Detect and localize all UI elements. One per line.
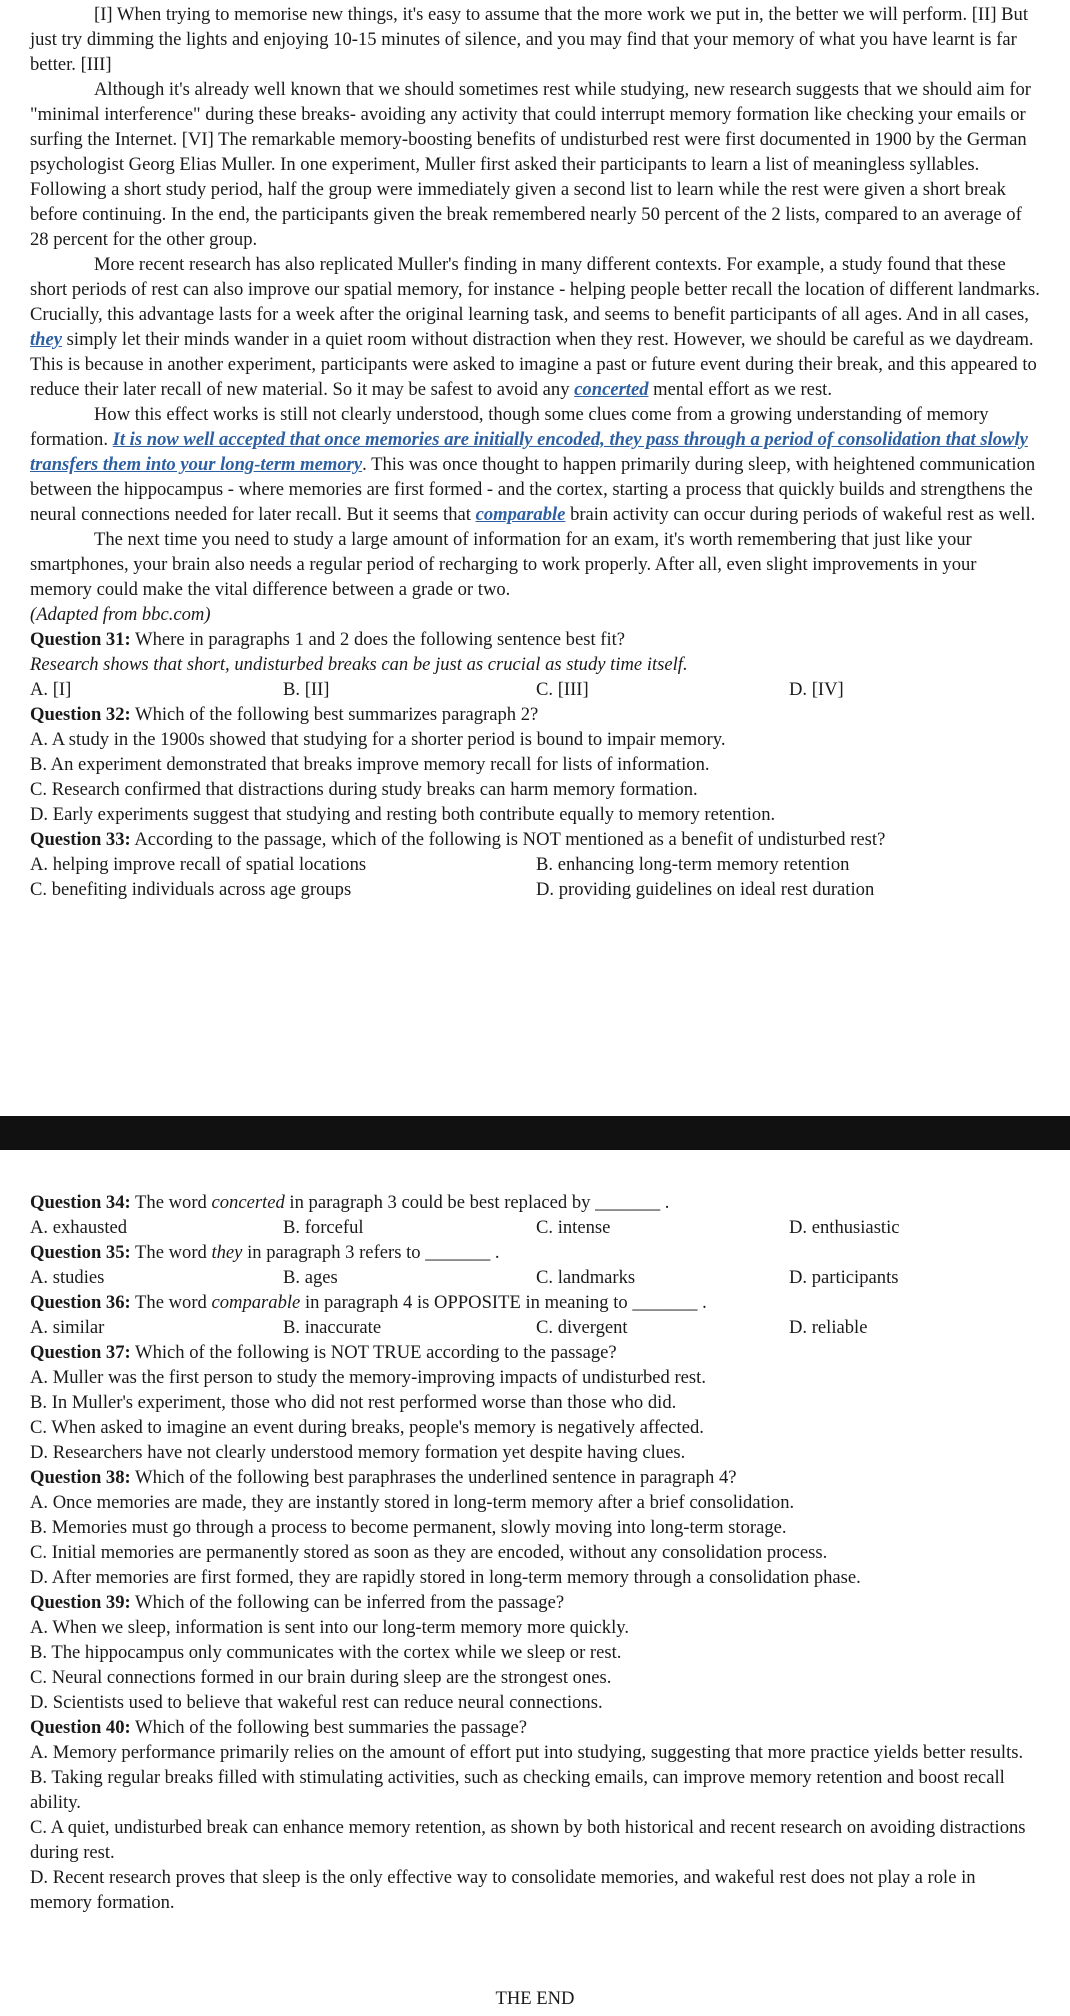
- option-d: D. [IV]: [789, 679, 844, 700]
- option-a: A. [I]: [30, 679, 72, 700]
- option-d: D. providing guidelines on ideal rest duration: [536, 879, 875, 900]
- question-32-label: Question 32:: [30, 704, 131, 725]
- question-31-text: Where in paragraphs 1 and 2 does the following sentence best fit?: [130, 629, 626, 650]
- question-35-options: [30, 1265, 1042, 1290]
- question-31-options: [30, 677, 1042, 702]
- option-c: C. When asked to imagine an event during breaks, people's memory is negatively affected.: [30, 1417, 704, 1438]
- paragraph-3-text-b: simply let their minds wander in a quiet room without distraction when they rest. However, we should be careful as we daydream. This is because in another experiment, participants were asked to imagine a past or future event during their break, and this appeared to reduce their later recall of new material. So it may be safest to avoid any: [30, 329, 1037, 400]
- option-d: D. Early experiments suggest that studying and resting both contribute equally to memory retention.: [30, 804, 776, 825]
- question-33-options-row1: [30, 852, 1042, 877]
- question-34: [30, 1190, 1042, 1215]
- question-35-label: Question 35:: [30, 1242, 131, 1263]
- question-38: [30, 1465, 1042, 1490]
- option-a: A. exhausted: [30, 1217, 128, 1238]
- question-35-post: in paragraph 3 refers to _______ .: [242, 1242, 500, 1263]
- question-36: [30, 1290, 1042, 1315]
- option-a: A. Memory performance primarily relies on the amount of effort put into studying, suggesting that more practice yields better results.: [30, 1742, 1024, 1763]
- option-a: A. similar: [30, 1317, 105, 1338]
- question-37-text: Which of the following is NOT TRUE according to the passage?: [130, 1342, 617, 1363]
- option-d: D. enthusiastic: [789, 1217, 900, 1238]
- the-end: THE END: [495, 1988, 575, 2009]
- question-37-label: Question 37:: [30, 1342, 131, 1363]
- option-b: B. The hippocampus only communicates with the cortex while we sleep or rest.: [30, 1642, 622, 1663]
- option-b: B. An experiment demonstrated that breaks improve memory recall for lists of information.: [30, 754, 710, 775]
- option-b: B. inaccurate: [283, 1317, 382, 1338]
- question-36-options: [30, 1315, 1042, 1340]
- question-34-pre: The word: [130, 1192, 212, 1213]
- question-34-post: in paragraph 3 could be best replaced by _______ .: [284, 1192, 670, 1213]
- page-top: [30, 2, 1042, 902]
- question-35-word: they: [211, 1242, 243, 1263]
- question-32: [30, 702, 1042, 727]
- option-b: B. [II]: [283, 679, 330, 700]
- paragraph-5: The next time you need to study a large amount of information for an exam, it's worth remembering that just like your smartphones, your brain also needs a regular period of recharging to work properly. After all, even slight improvements in your memory could make the vital difference between a grade or two.: [30, 529, 977, 600]
- question-38-label: Question 38:: [30, 1467, 131, 1488]
- option-a: A. When we sleep, information is sent into our long-term memory more quickly.: [30, 1617, 630, 1638]
- option-c: C. landmarks: [536, 1267, 636, 1288]
- question-36-label: Question 36:: [30, 1292, 131, 1313]
- question-33-text: According to the passage, which of the following is NOT mentioned as a benefit of undisturbed rest?: [130, 829, 886, 850]
- question-36-post: in paragraph 4 is OPPOSITE in meaning to _______ .: [300, 1292, 707, 1313]
- question-39-text: Which of the following can be inferred from the passage?: [130, 1592, 565, 1613]
- option-b: B. enhancing long-term memory retention: [536, 854, 850, 875]
- paragraph-4-text-c: brain activity can occur during periods of wakeful rest as well.: [565, 504, 1036, 525]
- question-39: [30, 1590, 1042, 1615]
- question-32-text: Which of the following best summarizes paragraph 2?: [130, 704, 539, 725]
- highlight-they: they: [30, 329, 63, 350]
- option-b: B. forceful: [283, 1217, 364, 1238]
- paragraph-4-text-a: How this effect works is still not clearly understood, though some clues come from a growing understanding of memory formation.: [30, 404, 989, 450]
- page-bottom: [30, 1190, 1042, 1915]
- option-c: C. Neural connections formed in our brain during sleep are the strongest ones.: [30, 1667, 612, 1688]
- option-a: A. Muller was the first person to study the memory-improving impacts of undisturbed rest.: [30, 1367, 706, 1388]
- paragraph-3-text-c: mental effort as we rest.: [648, 379, 832, 400]
- question-33-options-row2: [30, 877, 1042, 902]
- option-b: B. Memories must go through a process to become permanent, slowly moving into long-term storage.: [30, 1517, 787, 1538]
- question-38-text: Which of the following best paraphrases the underlined sentence in paragraph 4?: [130, 1467, 737, 1488]
- highlight-comparable: comparable: [475, 504, 566, 525]
- question-40-text: Which of the following best summaries the passage?: [130, 1717, 527, 1738]
- option-d: D. participants: [789, 1267, 899, 1288]
- source-note: (Adapted from bbc.com): [30, 604, 211, 625]
- option-d: D. After memories are first formed, they are rapidly stored in long-term memory through a consolidation phase.: [30, 1567, 861, 1588]
- option-c: C. A quiet, undisturbed break can enhance memory retention, as shown by both historical and recent research on avoiding distractions during rest.: [30, 1817, 1026, 1863]
- question-31: [30, 627, 1042, 652]
- question-37: [30, 1340, 1042, 1365]
- question-31-sentence: Research shows that short, undisturbed breaks can be just as crucial as study time itself.: [30, 654, 688, 675]
- option-c: C. Initial memories are permanently stored as soon as they are encoded, without any consolidation process.: [30, 1542, 828, 1563]
- option-d: D. Scientists used to believe that wakeful rest can reduce neural connections.: [30, 1692, 603, 1713]
- paragraph-3: [30, 252, 1042, 402]
- option-a: A. helping improve recall of spatial locations: [30, 854, 367, 875]
- paragraph-1: [I] When trying to memorise new things, it's easy to assume that the more work we put in, the better we will perform. [II] But just try dimming the lights and enjoying 10-15 minutes of silence, and you may find that your memory of what you have learnt is far better. [III]: [30, 4, 1029, 75]
- option-a: A. A study in the 1900s showed that studying for a shorter period is bound to impair memory.: [30, 729, 726, 750]
- option-d: D. Researchers have not clearly understood memory formation yet despite having clues.: [30, 1442, 686, 1463]
- question-34-options: [30, 1215, 1042, 1240]
- option-b: B. In Muller's experiment, those who did not rest performed worse than those who did.: [30, 1392, 677, 1413]
- question-36-pre: The word: [130, 1292, 212, 1313]
- option-b: B. ages: [283, 1267, 338, 1288]
- option-c: C. Research confirmed that distractions during study breaks can harm memory formation.: [30, 779, 698, 800]
- question-39-label: Question 39:: [30, 1592, 131, 1613]
- question-34-word: concerted: [211, 1192, 285, 1213]
- paragraph-2: Although it's already well known that we should sometimes rest while studying, new research suggests that we should aim for "minimal interference" during these breaks- avoiding any activity that could interrupt memory formation like checking your emails or surfing the Internet. [VI] The remarkable memory-boosting benefits of undisturbed rest were first documented in 1900 by the German psychologist Georg Elias Muller. In one experiment, Muller first asked their participants to learn a list of meaningless syllables. Following a short study period, half the group were immediately given a second list to learn while the rest were given a short break before continuing. In the end, the participants given the break remembered nearly 50 percent of the 2 lists, compared to an average of 28 percent for the other group.: [30, 79, 1031, 250]
- paragraph-4: [30, 402, 1042, 527]
- paragraph-3-text-a: More recent research has also replicated Muller's finding in many different contexts. For example, a study found that these short periods of rest can also improve our spatial memory, for instance - helping people better recall the location of different landmarks. Crucially, this advantage lasts for a week after the original learning task, and seems to benefit participants of all ages. And in all cases,: [30, 254, 1040, 325]
- option-d: D. reliable: [789, 1317, 868, 1338]
- paragraph-4-text-b: . This was once thought to happen primarily during sleep, with heightened communication between the hippocampus - where memories are first formed - and the cortex, starting a process that quickly builds and strengthens the neural connections needed for later recall. But it seems that: [30, 454, 1036, 525]
- option-a: A. studies: [30, 1267, 105, 1288]
- highlight-concerted: concerted: [574, 379, 649, 400]
- option-d: D. Recent research proves that sleep is the only effective way to consolidate memories, and wakeful rest does not play a role in memory formation.: [30, 1867, 976, 1913]
- question-31-label: Question 31:: [30, 629, 131, 650]
- option-c: C. divergent: [536, 1317, 628, 1338]
- question-34-label: Question 34:: [30, 1192, 131, 1213]
- question-36-word: comparable: [211, 1292, 301, 1313]
- question-40: [30, 1715, 1042, 1740]
- option-c: C. [III]: [536, 679, 589, 700]
- question-33: [30, 827, 1042, 852]
- question-33-label: Question 33:: [30, 829, 131, 850]
- option-b: B. Taking regular breaks filled with stimulating activities, such as checking emails, can improve memory retention and boost recall ability.: [30, 1767, 1005, 1813]
- option-a: A. Once memories are made, they are instantly stored in long-term memory after a brief consolidation.: [30, 1492, 795, 1513]
- page-break-bar: [0, 1116, 1070, 1150]
- question-35-pre: The word: [130, 1242, 212, 1263]
- option-c: C. benefiting individuals across age groups: [30, 879, 352, 900]
- option-c: C. intense: [536, 1217, 611, 1238]
- question-40-label: Question 40:: [30, 1717, 131, 1738]
- underlined-sentence: It is now well accepted that once memories are initially encoded, they pass through a period of consolidation that slowly transfers them into your long-term memory: [30, 429, 1028, 475]
- question-35: [30, 1240, 1042, 1265]
